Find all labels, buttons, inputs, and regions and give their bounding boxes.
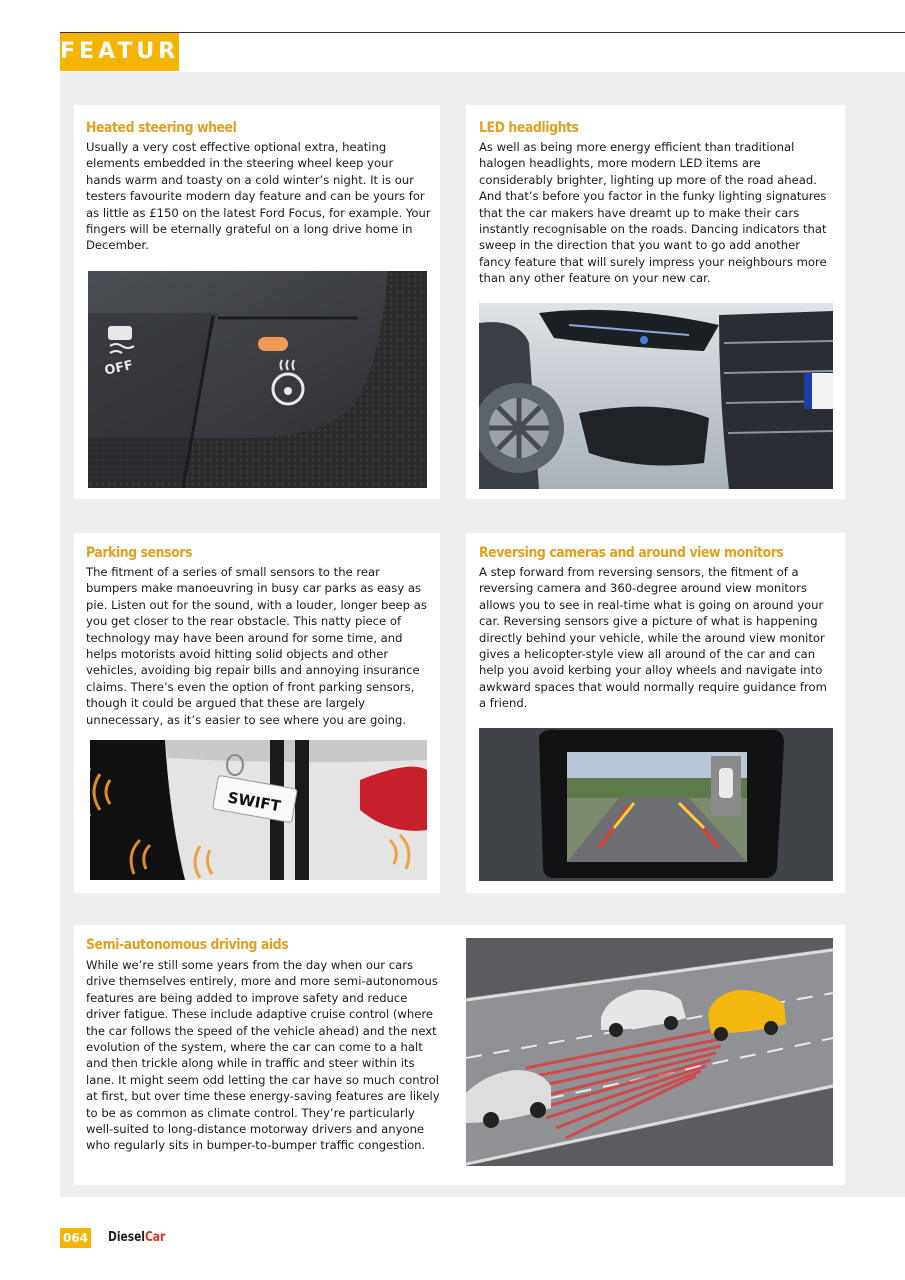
article-title: Parking sensors [86, 545, 192, 561]
magazine-brand-logo [108, 1230, 165, 1245]
section-label: FEATURE [60, 33, 179, 71]
article-card-reversing-cameras [466, 533, 845, 893]
heated-steering-wheel-image [88, 271, 427, 488]
semi-autonomous-image [466, 938, 833, 1166]
article-title: LED headlights [479, 120, 579, 136]
brand-part-car: Car [144, 1230, 166, 1245]
parking-sensors-image [90, 740, 427, 880]
article-title: Reversing cameras and around view monitors [479, 545, 784, 561]
article-body: A step forward from reversing sensors, the fitment of a reversing camera and 360-degree around view monitors allows you to see in real-time what is going on around your car. Reversing sensors give a picture of what is happening directly behind your vehicle, while the around view monitor gives a helicopter-style view all around of the car and can help you avoid kerbing your alloy wheels and navigate into awkward spaces that would normally require guidance from a friend. [479, 565, 827, 711]
page-number: 064 [60, 1228, 91, 1248]
article-body: Usually a very cost effective optional extra, heating elements embedded in the steering wheel keep your hands warm and toasty on a cold winter’s night. It is our testers favourite modern day feature and can be yours for as little as £150 on the latest Ford Focus, for example. Your fingers will be eternally grateful on a long drive home in December. [86, 140, 431, 253]
top-rule [60, 32, 905, 33]
article-title: Heated steering wheel [86, 120, 237, 136]
article-card-led-headlights [466, 105, 845, 499]
article-body: The fitment of a series of small sensors to the rear bumpers make manoeuvring in busy car parks as easy as pie. Listen out for the sound, with a louder, longer beep as you get closer to the rear obstacle. This natty piece of technology may have been around for some time, and helps motorists avoid hitting solid objects and other vehicles, avoiding big repair bills and annoying insurance claims. There’s even the option of front parking sensors, though it could be argued that these are largely unnecessary, as it’s easier to see where you are going. [86, 565, 427, 727]
article-card-parking-sensors [74, 533, 440, 893]
image-label-swift: SWIFT [226, 788, 283, 816]
article-title: Semi-autonomous driving aids [86, 937, 289, 953]
image-label-off: OFF [103, 358, 135, 379]
brand-part-diesel: Diesel [108, 1230, 145, 1245]
article-card-heated-steering-wheel [74, 105, 440, 499]
article-body: While we’re still some years from the day when our cars drive themselves entirely, more and more semi-autonomous features are being added to improve safety and reduce driver fatigue. These include adaptive cruise control (where the car follows the speed of the vehicle ahead) and the next evolution of the system, where the car can come to a halt and then trickle along while in traffic and steer within its lane. It might seem odd letting the car have so much control at first, but over time these energy-saving features are likely to be as common as climate control. They’re particularly well-suited to long-distance motorway drivers and anyone who regularly sits in bumper-to-bumper traffic congestion. [86, 958, 440, 1153]
article-body: As well as being more energy efficient than traditional halogen headlights, more modern LED items are considerably brighter, lighting up more of the road ahead. And that’s before you factor in the funky lighting signatures that the car makers have dreamt up to make their cars instantly recognisable on the roads. Dancing indicators that sweep in the direction that you want to go add another fancy feature that will surely impress your neighbours more than any other feature on your new car. [479, 140, 827, 286]
article-card-semi-autonomous [74, 925, 845, 1185]
reversing-camera-image [479, 728, 833, 881]
led-headlights-image [479, 303, 833, 489]
